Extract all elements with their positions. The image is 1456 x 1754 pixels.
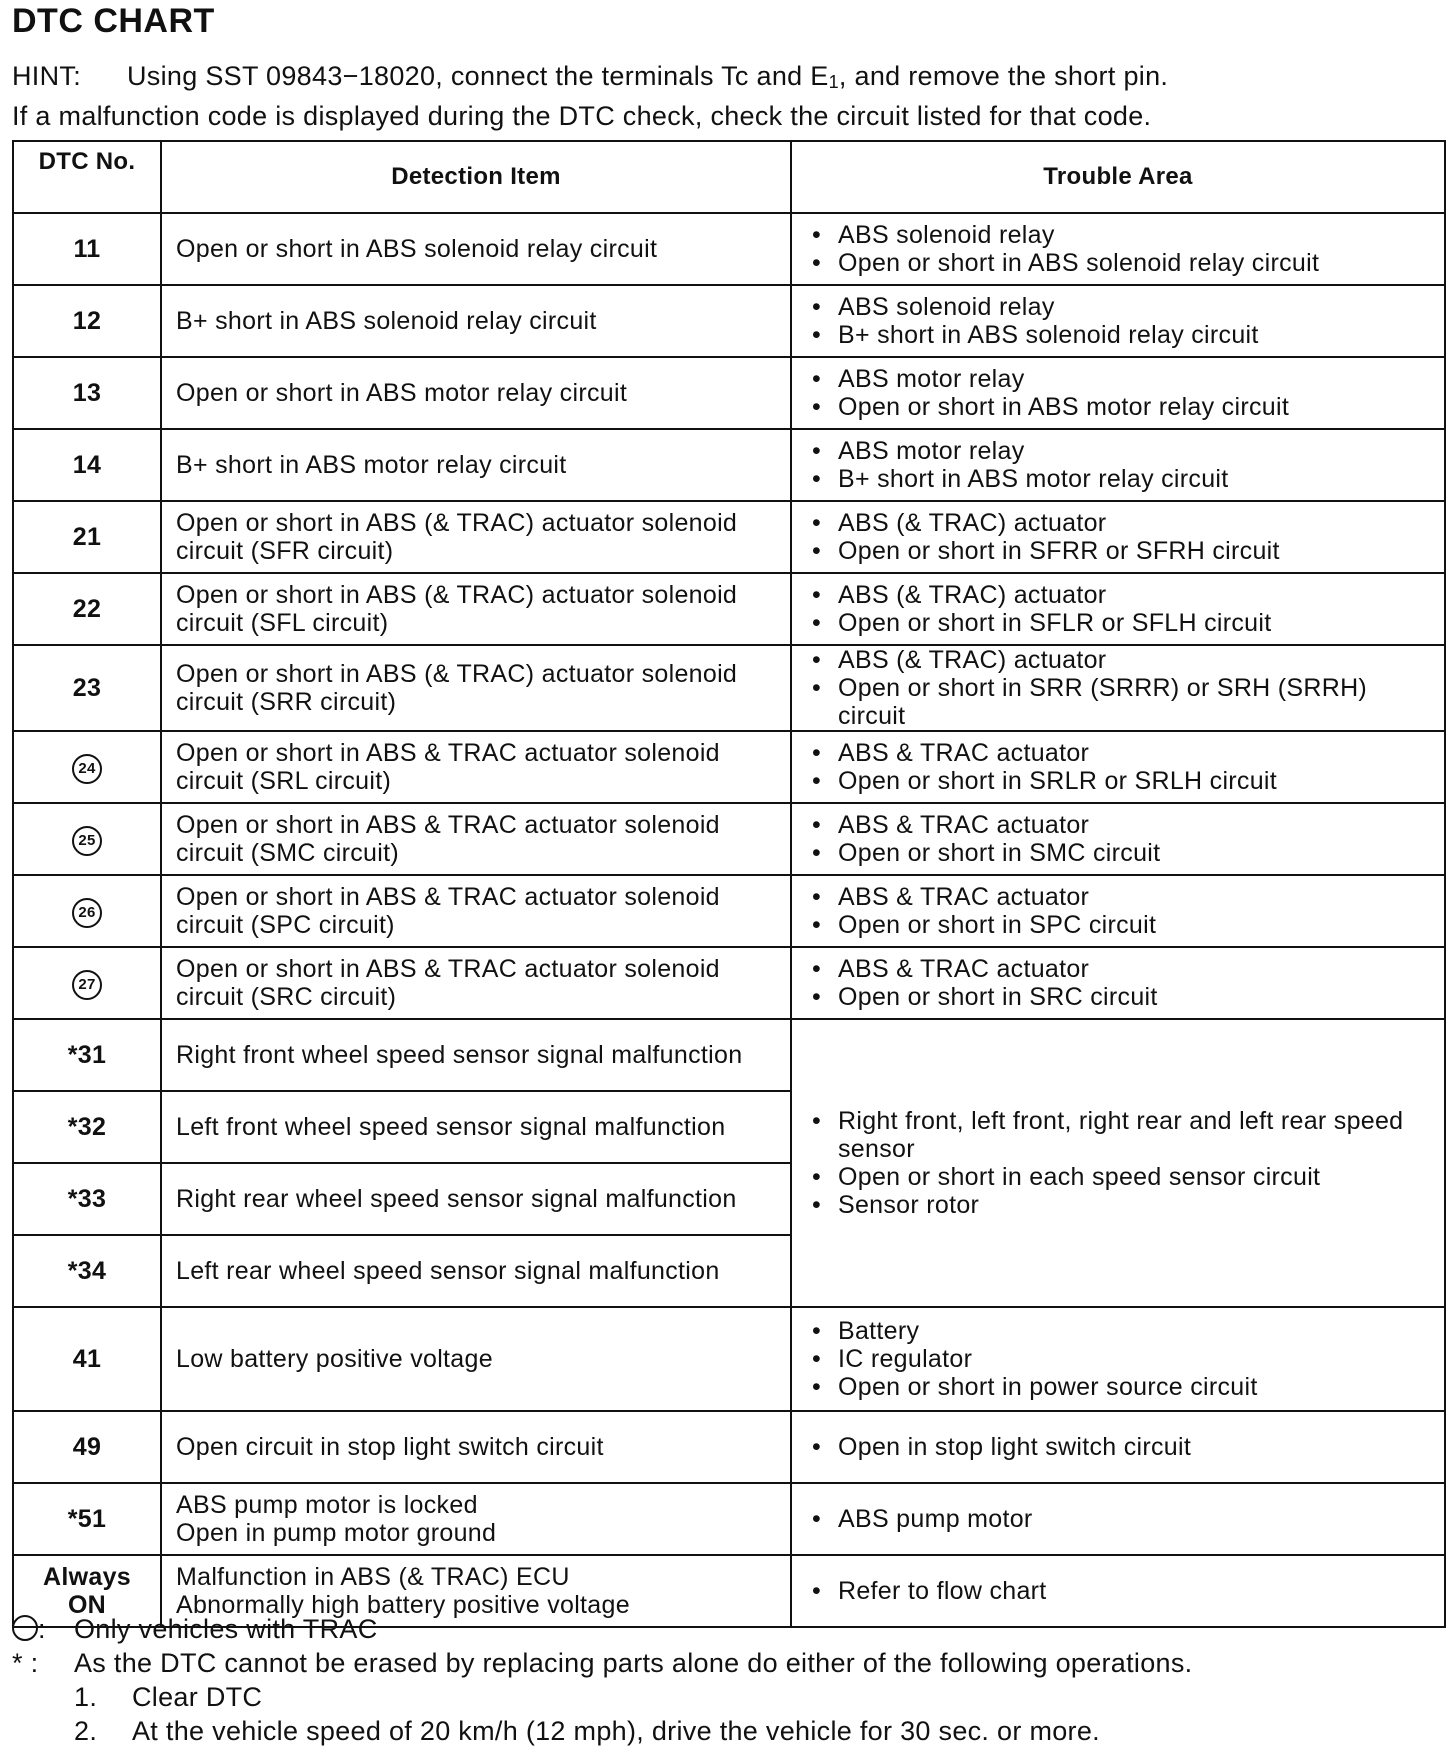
trouble-area-item: • B+ short in ABS solenoid relay circuit: [806, 321, 1430, 349]
trouble-area-list: [806, 811, 1430, 867]
dtc-code: 14: [72, 451, 102, 479]
table-body: [13, 213, 1445, 1627]
detection-item-text: Open or short in ABS (& TRAC) actuator solenoid: [176, 660, 738, 688]
detection-item-cell: [161, 1019, 791, 1091]
trouble-area-item: • ABS solenoid relay: [806, 221, 1430, 249]
trouble-area-list: [806, 581, 1430, 637]
dtc-code: *32: [67, 1113, 107, 1141]
trouble-area-item: • Open or short in SRR (SRRR) or SRH (SRRH) circuit: [806, 674, 1430, 730]
detection-item-cell: [161, 429, 791, 501]
dtc-code-cell: [13, 731, 161, 803]
dtc-code: 23: [72, 674, 102, 702]
dtc-code-cell: [13, 573, 161, 645]
footnote-step-2: 2. At the vehicle speed of 20 km/h (12 mph), drive the vehicle for 30 sec. or more.: [74, 1716, 1100, 1746]
detection-item-text: circuit (SFL circuit): [176, 609, 389, 637]
table-row: [13, 285, 1445, 357]
detection-item-cell: [161, 357, 791, 429]
dtc-code: 13: [72, 379, 102, 407]
asterisk-symbol: * :: [12, 1648, 39, 1678]
detection-item-text: circuit (SPC circuit): [176, 911, 395, 939]
detection-item-text: Abnormally high battery positive voltage: [176, 1591, 630, 1619]
dtc-code-circled: 24: [72, 754, 102, 784]
circle-symbol-icon: [12, 1615, 38, 1641]
trouble-area-list: [806, 1433, 1430, 1461]
detection-item-cell: [161, 645, 791, 731]
detection-item-text: Left rear wheel speed sensor signal malfunction: [176, 1257, 720, 1285]
detection-item-text: Low battery positive voltage: [176, 1345, 493, 1373]
trouble-area-list: [806, 1317, 1430, 1401]
trouble-area-cell: [791, 947, 1445, 1019]
dtc-code-cell: [13, 1019, 161, 1091]
trouble-area-cell: [791, 285, 1445, 357]
header-detection-item: Detection Item: [161, 141, 791, 213]
detection-item-text: Open or short in ABS solenoid relay circuit: [176, 235, 658, 263]
trouble-area-item: • ABS (& TRAC) actuator: [806, 646, 1430, 674]
dtc-code-cell: [13, 429, 161, 501]
trouble-area-cell: [791, 1307, 1445, 1411]
trouble-area-item: • Open or short in SRC circuit: [806, 983, 1430, 1011]
trouble-area-cell: [791, 1483, 1445, 1555]
dtc-code-cell: [13, 1163, 161, 1235]
trouble-area-list: [806, 293, 1430, 349]
dtc-code-cell: [13, 947, 161, 1019]
dtc-code: 49: [72, 1433, 102, 1461]
footnote-asterisk: [12, 1646, 1192, 1680]
trouble-area-cell: [791, 357, 1445, 429]
detection-item-cell: [161, 1411, 791, 1483]
table-row: [13, 803, 1445, 875]
table-row: [13, 213, 1445, 285]
detection-item-text: circuit (SMC circuit): [176, 839, 399, 867]
detection-item-cell: [161, 213, 791, 285]
header-trouble-area: Trouble Area: [791, 141, 1445, 213]
dtc-code: *31: [67, 1041, 107, 1069]
trouble-area-item: • Open or short in ABS motor relay circuit: [806, 393, 1430, 421]
trouble-area-item: • Refer to flow chart: [806, 1577, 1430, 1605]
table-row: [13, 645, 1445, 731]
trouble-area-item: • Open or short in SFRR or SFRH circuit: [806, 537, 1430, 565]
footnote-trac-text: Only vehicles with TRAC: [74, 1614, 378, 1644]
table-row: [13, 1411, 1445, 1483]
trouble-area-item: • Open or short in SFLR or SFLH circuit: [806, 609, 1430, 637]
dtc-code-cell: [13, 803, 161, 875]
table-row: [13, 501, 1445, 573]
detection-item-cell: [161, 573, 791, 645]
detection-item-cell: [161, 803, 791, 875]
trouble-area-list: [806, 883, 1430, 939]
dtc-code: 22: [72, 595, 102, 623]
detection-item-text: Open circuit in stop light switch circuit: [176, 1433, 604, 1461]
trouble-area-item: • Open or short in SMC circuit: [806, 839, 1430, 867]
trouble-area-item: • Open in stop light switch circuit: [806, 1433, 1430, 1461]
hint-subscript: 1: [828, 72, 839, 92]
dtc-code-cell: [13, 645, 161, 731]
detection-item-cell: [161, 947, 791, 1019]
trouble-area-list: [806, 437, 1430, 493]
dtc-code: Always ON: [43, 1563, 131, 1619]
detection-item-cell: [161, 501, 791, 573]
trouble-area-list: [806, 365, 1430, 421]
trouble-area-list: [806, 646, 1430, 730]
detection-item-text: Right rear wheel speed sensor signal malfunction: [176, 1185, 737, 1213]
hint-label: HINT:: [12, 61, 81, 91]
table-row: [13, 357, 1445, 429]
trouble-area-cell: [791, 1411, 1445, 1483]
detection-item-text: Open or short in ABS & TRAC actuator solenoid: [176, 739, 720, 767]
table-row: [13, 1019, 1445, 1091]
detection-item-text: B+ short in ABS motor relay circuit: [176, 451, 567, 479]
detection-item-text: Open or short in ABS (& TRAC) actuator solenoid: [176, 581, 738, 609]
hint-text-1-end: , and remove the short pin.: [838, 61, 1169, 91]
dtc-code-cell: [13, 213, 161, 285]
dtc-code: 21: [72, 523, 102, 551]
footnote-trac: : Only vehicles with TRAC: [12, 1612, 1192, 1646]
dtc-code: *33: [67, 1185, 107, 1213]
trouble-area-item: • Open or short in each speed sensor circuit: [806, 1163, 1430, 1191]
dtc-code-cell: [13, 1091, 161, 1163]
trouble-area-item: • ABS (& TRAC) actuator: [806, 509, 1430, 537]
trouble-area-cell: [791, 731, 1445, 803]
page-title: DTC CHART: [12, 2, 215, 40]
trouble-area-cell: [791, 429, 1445, 501]
table-row: [13, 429, 1445, 501]
table-row: [13, 947, 1445, 1019]
detection-item-text: Open or short in ABS (& TRAC) actuator solenoid: [176, 509, 738, 537]
trouble-area-item: • Open or short in ABS solenoid relay circuit: [806, 249, 1430, 277]
header-dtc-no: DTC No.: [13, 141, 161, 213]
trouble-area-item: • ABS motor relay: [806, 365, 1430, 393]
trouble-area-item: • ABS motor relay: [806, 437, 1430, 465]
trouble-area-item: • Open or short in power source circuit: [806, 1373, 1430, 1401]
dtc-code-cell: [13, 1307, 161, 1411]
table-row: [13, 573, 1445, 645]
trouble-area-cell: [791, 875, 1445, 947]
trouble-area-item: • Battery: [806, 1317, 1430, 1345]
detection-item-cell: [161, 1307, 791, 1411]
detection-item-text: circuit (SRC circuit): [176, 983, 397, 1011]
hint-block: [12, 59, 1444, 133]
hint-line-2: If a malfunction code is displayed during the DTC check, check the circuit listed for that code.: [12, 101, 1152, 131]
dtc-code: *34: [67, 1257, 107, 1285]
trouble-area-item: • IC regulator: [806, 1345, 1430, 1373]
trouble-area-list: [806, 955, 1430, 1011]
trouble-area-item: • Open or short in SPC circuit: [806, 911, 1430, 939]
trouble-area-list: [806, 1107, 1430, 1219]
trouble-area-list: [806, 1577, 1430, 1605]
detection-item-text: Malfunction in ABS (& TRAC) ECU: [176, 1563, 570, 1591]
trouble-area-cell: [791, 803, 1445, 875]
detection-item-cell: [161, 875, 791, 947]
table-row: [13, 731, 1445, 803]
detection-item-cell: [161, 1091, 791, 1163]
detection-item-cell: [161, 285, 791, 357]
detection-item-text: Open or short in ABS & TRAC actuator solenoid: [176, 883, 720, 911]
detection-item-cell: [161, 1483, 791, 1555]
detection-item-cell: [161, 731, 791, 803]
dtc-code: 11: [73, 235, 101, 263]
footnote-step-1: 1. Clear DTC: [74, 1682, 263, 1712]
detection-item-text: Open or short in ABS & TRAC actuator solenoid: [176, 955, 720, 983]
trouble-area-list: [806, 509, 1430, 565]
trouble-area-cell: [791, 501, 1445, 573]
trouble-area-cell: [791, 1019, 1445, 1307]
trouble-area-cell: [791, 645, 1445, 731]
footnotes: [12, 1612, 1192, 1748]
dtc-table: [12, 140, 1446, 1628]
detection-item-text: ABS pump motor is locked: [176, 1491, 478, 1519]
trouble-area-list: [806, 739, 1430, 795]
trouble-area-item: • ABS & TRAC actuator: [806, 955, 1430, 983]
dtc-code-circled: 26: [72, 898, 102, 928]
detection-item-text: Open in pump motor ground: [176, 1519, 497, 1547]
trouble-area-list: [806, 221, 1430, 277]
dtc-code-cell: [13, 1411, 161, 1483]
detection-item-text: Left front wheel speed sensor signal malfunction: [176, 1113, 726, 1141]
trouble-area-cell: [791, 213, 1445, 285]
detection-item-text: Right front wheel speed sensor signal malfunction: [176, 1041, 743, 1069]
footnote-asterisk-text: As the DTC cannot be erased by replacing parts alone do either of the following operations.: [74, 1648, 1193, 1678]
detection-item-text: Open or short in ABS motor relay circuit: [176, 379, 628, 407]
dtc-code-cell: [13, 285, 161, 357]
hint-line-1: [12, 59, 1444, 99]
trouble-area-list: [806, 1505, 1430, 1533]
trouble-area-item: • ABS & TRAC actuator: [806, 883, 1430, 911]
table-header-row: [13, 141, 1445, 213]
trouble-area-item: • ABS pump motor: [806, 1505, 1430, 1533]
dtc-code-cell: [13, 1483, 161, 1555]
dtc-code-cell: [13, 501, 161, 573]
dtc-code-circled: 27: [72, 970, 102, 1000]
detection-item-cell: [161, 1163, 791, 1235]
trouble-area-item: • Sensor rotor: [806, 1191, 1430, 1219]
table-row: [13, 1483, 1445, 1555]
trouble-area-item: • ABS (& TRAC) actuator: [806, 581, 1430, 609]
detection-item-text: circuit (SRR circuit): [176, 688, 397, 716]
dtc-code-cell: [13, 875, 161, 947]
detection-item-text: B+ short in ABS solenoid relay circuit: [176, 307, 597, 335]
trouble-area-cell: [791, 573, 1445, 645]
detection-item-text: circuit (SRL circuit): [176, 767, 392, 795]
trouble-area-item: • ABS & TRAC actuator: [806, 811, 1430, 839]
trouble-area-item: • Open or short in SRLR or SRLH circuit: [806, 767, 1430, 795]
detection-item-cell: [161, 1235, 791, 1307]
trouble-area-item: • ABS & TRAC actuator: [806, 739, 1430, 767]
dtc-code-cell: [13, 1235, 161, 1307]
dtc-code: *51: [67, 1505, 107, 1533]
dtc-code-circled: 25: [72, 826, 102, 856]
trouble-area-item: • ABS solenoid relay: [806, 293, 1430, 321]
detection-item-text: Open or short in ABS & TRAC actuator solenoid: [176, 811, 720, 839]
hint-text-1: Using SST 09843−18020, connect the terminals Tc and E: [127, 61, 829, 91]
detection-item-text: circuit (SFR circuit): [176, 537, 394, 565]
trouble-area-item: • Right front, left front, right rear and left rear speed sensor: [806, 1107, 1430, 1163]
dtc-code: 41: [72, 1345, 102, 1373]
table-row: [13, 875, 1445, 947]
dtc-code-cell: [13, 357, 161, 429]
trouble-area-item: • B+ short in ABS motor relay circuit: [806, 465, 1430, 493]
document-page: [12, 0, 1444, 133]
dtc-code: 12: [72, 307, 102, 335]
table-row: [13, 1307, 1445, 1411]
